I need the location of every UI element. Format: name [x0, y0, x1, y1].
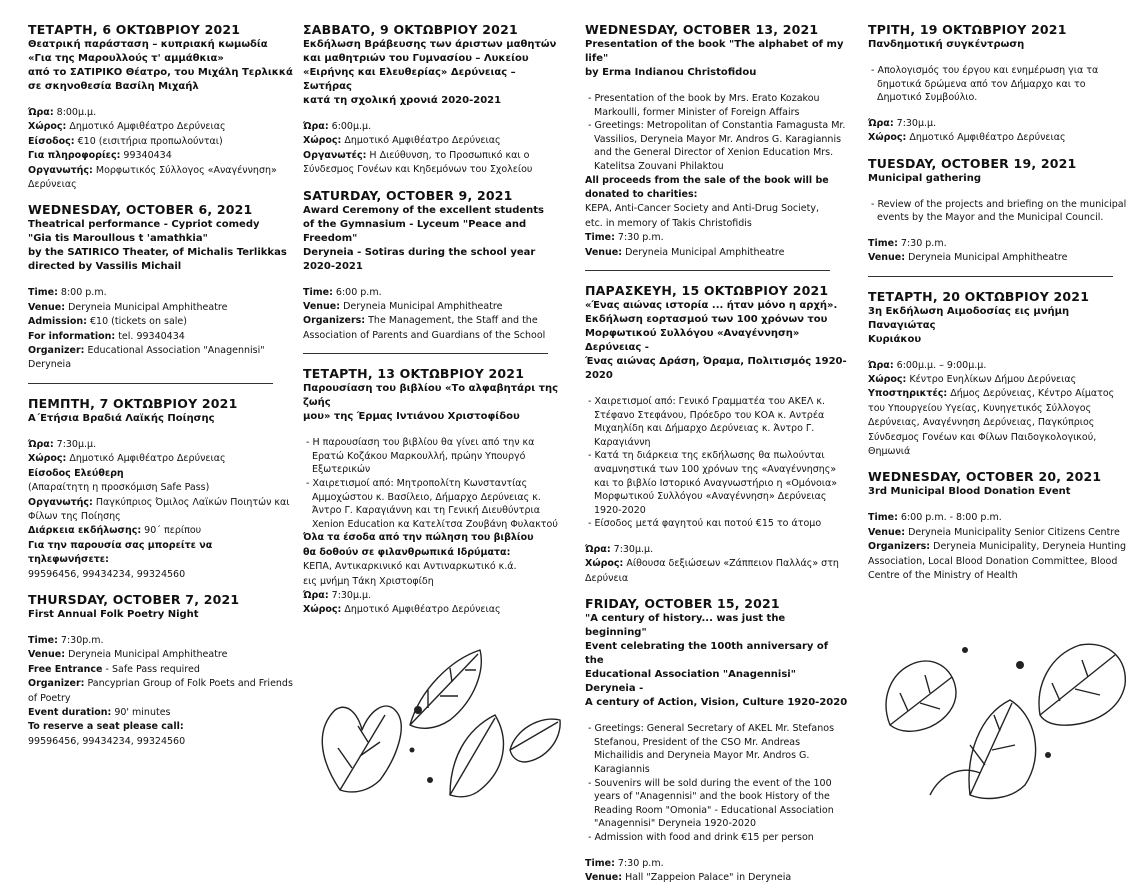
event-title-line: «Ένας αιώνας ιστορία ... ήταν μόνο η αρχή».: [585, 300, 838, 311]
event-title-line: από το ΣΑΤΙΡΙΚΟ Θέατρο, του Μιχάλη Τερλικκά: [28, 67, 293, 78]
event-title-line: Ένας αιώνας Δράση, Όραμα, Πολιτισμός 1920-2020: [585, 356, 847, 381]
donation-note: Όλα τα έσοδα από την πώληση του βιβλίου: [303, 532, 534, 544]
section-divider: [28, 383, 273, 384]
detail-value: 99596456, 99434234, 99324560: [28, 568, 186, 580]
detail-value: 7:30μ.μ.: [610, 543, 654, 555]
detail-line: [303, 149, 568, 178]
spacer: [303, 108, 568, 120]
event-title-line: Deryneia - Sotiras during the school year 2020-2021: [303, 246, 536, 272]
spacer: [303, 424, 568, 436]
detail-line: [28, 706, 293, 720]
spacer: [868, 105, 1132, 117]
detail-line: [28, 634, 293, 648]
event-title-line: Award Ceremony of the excellent students: [303, 204, 545, 216]
leaf-vein: [410, 654, 478, 725]
column-2: [303, 22, 568, 628]
charity-list: KEPA, Anti-Cancer Society and Anti-Drug Society,: [585, 203, 820, 215]
detail-value: Deryneia Municipality Senior Citizens Centre: [905, 526, 1120, 538]
bullet-item: - Presentation of the book by Mrs. Erato Kozakou Markoulli, former Minister of Foreign Affairs: [588, 93, 820, 118]
bullet-item: - Χαιρετισμοί από: Γενικό Γραμματέα του ΑΚΕΛ κ. Στέφανο Στεφάνου, Πρόεδρο του ΚΟΑ κ. Αντρέα Μιχαηλίδη και Δήμαρχο Δερύνειας κ. Άντρο Γ. Καραγιάννη: [588, 396, 826, 448]
event-title-line: of the Gymnasium - Lyceum "Peace and Freedom": [303, 218, 527, 244]
detail-value: Δημοτικό Αμφιθέατρο Δερύνειας: [906, 132, 1066, 144]
event-title-line: Educational Association "Anagennisi" Deryneia -: [585, 669, 796, 695]
detail-value: Deryneia Municipal Amphitheatre: [905, 252, 1068, 264]
spacer: [585, 80, 850, 92]
bullet-item: - Souvenirs will be sold during the event of the 100 years of "Anagennisi" and the book History of the Reading Room "Omonia" - Educational Association "Anagennisi" Deryneia 1920-2020: [588, 777, 834, 830]
event-block: [868, 469, 1132, 583]
detail-label: Venue:: [585, 246, 623, 258]
detail-value: Δημοτικό Αμφιθέατρο Δερύνειας: [341, 135, 501, 147]
event-block: [28, 202, 293, 372]
detail-line: [303, 120, 568, 134]
detail-value: 8:00 p.m.: [57, 287, 107, 299]
detail-value: Hall "Zappeion Palace" in Deryneia: [622, 871, 792, 883]
detail-value: Αίθουσα δεξιώσεων «Ζάππειον Παλλάς» στη Δερύνεια: [585, 558, 839, 584]
event-title-line: και μαθητριών του Γυμνασίου – Λυκείου: [303, 53, 529, 64]
detail-label: Χώρος:: [868, 374, 907, 385]
event-title-line: "Gia tis Maroullous t 'amathkia": [28, 233, 208, 245]
detail-line: [28, 568, 293, 582]
detail-line: [868, 131, 1132, 145]
detail-label: Διάρκεια εκδήλωσης:: [28, 525, 142, 537]
event-date: ΠΑΡΑΣΚΕΥΗ, 15 ΟΚΤΩΒΡΙΟΥ 2021: [585, 283, 829, 298]
event-title-line: Εκδήλωση Βράβευσης των άριστων μαθητών: [303, 39, 557, 50]
detail-value: Παγκύπριος Όμιλος Λαϊκών Ποιητών και Φίλων της Ποίησης: [28, 496, 290, 522]
detail-line: [868, 526, 1132, 540]
detail-value: Deryneia Municipal Amphitheatre: [65, 649, 228, 661]
leaf-veins: [428, 668, 476, 708]
spacer: [868, 186, 1132, 198]
detail-line: [28, 149, 293, 163]
detail-label: Χώρος:: [868, 132, 907, 144]
stem: [930, 770, 980, 795]
detail-label: Time:: [303, 286, 333, 298]
detail-label: Time:: [585, 857, 615, 869]
event-block: [868, 22, 1132, 146]
detail-label: Admission:: [28, 316, 87, 328]
bullet-item: - Κατά τη διάρκεια της εκδήλωσης θα πωλούνται αναμνηστικά των 100 χρόνων της «Αναγέννησης» και το βιβλίο Ιστορικό Αναγνωστήριο η «Ομόνοια» Μορφωτικού Συλλόγου «Αναγέννηση» Δερύνειας 1920-2020: [588, 450, 838, 516]
event-date: WEDNESDAY, OCTOBER 20, 2021: [868, 469, 1102, 485]
detail-value: 7:30 p.m.: [614, 857, 664, 869]
event-title-line: "A century of history... was just the beginning": [585, 613, 786, 639]
detail-label: Ώρα:: [585, 543, 611, 555]
berry-dot: [414, 706, 422, 714]
bullet-item: - Admission with food and drink €15 per person: [588, 831, 814, 843]
event-block: [303, 22, 568, 178]
detail-line: [303, 134, 568, 148]
detail-value: 99340434: [120, 150, 172, 162]
detail-label: Χώρος:: [28, 121, 67, 133]
detail-value: Educational Association "Anagennisi" Deryneia: [28, 345, 265, 371]
detail-value: Δημοτικό Αμφιθέατρο Δερύνειας: [66, 121, 226, 133]
bullet-item: - Review of the projects and briefing on the municipal events by the Mayor and the Municipal Council.: [871, 198, 1127, 224]
detail-value: - Safe Pass required: [102, 663, 200, 675]
column-4: [868, 22, 1132, 593]
detail-line: [28, 677, 293, 706]
detail-line: [868, 237, 1132, 251]
event-title-line: 3η Εκδήλωση Αιμοδοσίας εις μνήμη Παναγιώτας: [868, 305, 1070, 331]
spacer: [28, 274, 293, 286]
detail-value: Deryneia Municipal Amphitheatre: [622, 246, 785, 258]
bullet-text: Απολογισμός του έργου και ενημέρωση για τα δημοτικά δρώμενα από τον Δήμαρχο και το Δημοτικό Συμβούλιο.: [877, 65, 1099, 104]
detail-line: [585, 857, 850, 871]
detail-label: Time:: [585, 232, 615, 244]
detail-label: For information:: [28, 330, 116, 342]
detail-line: [303, 603, 568, 617]
detail-label: Organizer:: [28, 678, 85, 690]
event-date: WEDNESDAY, OCTOBER 6, 2021: [28, 202, 253, 218]
event-title-line: Theatrical performance - Cypriot comedy: [28, 219, 260, 231]
section-divider: [585, 270, 830, 271]
detail-label: Για την παρουσία σας μπορείτε να τηλεφωνήσετε:: [28, 539, 213, 566]
event-block: [868, 289, 1132, 460]
event-date: THURSDAY, OCTOBER 7, 2021: [28, 591, 240, 607]
detail-label: Είσοδος Ελεύθερη: [28, 467, 124, 479]
bullet-item: - Είσοδος μετά φαγητού και ποτού €15 το άτομο: [588, 518, 822, 530]
detail-line: [303, 286, 568, 300]
detail-value: 8:00μ.μ.: [53, 107, 97, 118]
event-title-line: Presentation of the book "The alphabet of my life": [585, 39, 844, 64]
detail-value: 7:30p.m.: [57, 634, 104, 646]
event-date: FRIDAY, OCTOBER 15, 2021: [585, 596, 780, 612]
spacer: [585, 531, 850, 543]
detail-value: 7:30 p.m.: [897, 237, 947, 249]
detail-line: [585, 543, 850, 557]
berry-dot: [962, 647, 968, 653]
detail-label: Ώρα:: [868, 359, 894, 371]
detail-value: Deryneia Municipal Amphitheatre: [340, 301, 503, 313]
event-title-line: «Για της Μαρουλλούς τ' αμμάθκια»: [28, 53, 224, 64]
event-title-line: 3rd Municipal Blood Donation Event: [868, 486, 1071, 498]
detail-label: Venue:: [868, 252, 906, 264]
bullet-item: - Greetings: Metropolitan of Constantia Famagusta Mr. Vassilios, Deryneia Mayor Mr. Andros G. Karagiannis and the General Director of Xenion Education Mrs. Katelitsa Zouvani Philaktou: [588, 120, 846, 172]
detail-line: [28, 330, 293, 344]
detail-label: Organizers:: [303, 315, 366, 327]
event-date: ΠΕΜΠΤΗ, 7 ΟΚΤΩΒΡΙΟΥ 2021: [28, 395, 238, 411]
detail-line: [303, 300, 568, 314]
detail-value: Δημοτικό Αμφιθέατρο Δερύνειας: [66, 453, 226, 465]
event-block: [303, 366, 568, 618]
event-title-line: Πανδημοτική συγκέντρωση: [868, 39, 1025, 50]
detail-value: 90' minutes: [111, 706, 171, 718]
bullet-text: Greetings: Metropolitan of Constantia Famagusta Mr. Vassilios, Deryneia Mayor Mr. Andros G. Karagiannis and the General Director of Xenion Education Mrs. Katelitsa Zouvani Philaktou: [594, 120, 846, 172]
detail-label: To reserve a seat please call:: [28, 721, 184, 733]
leaf-veins: [1040, 655, 1115, 715]
event-title-line: Κυριάκου: [868, 333, 922, 345]
berry-dot: [410, 748, 415, 753]
detail-line: [28, 467, 293, 481]
detail-label: Venue:: [585, 871, 623, 883]
event-date: SATURDAY, OCTOBER 9, 2021: [303, 187, 513, 203]
event-title-line: σε σκηνοθεσία Βασίλη Μιχαήλ: [28, 81, 199, 92]
detail-value: 7:30 p.m.: [614, 232, 664, 244]
detail-line: [585, 246, 850, 260]
detail-label: Ώρα:: [28, 107, 54, 118]
leaf-shape: [969, 700, 1036, 798]
leaf-veins: [890, 675, 952, 725]
event-title-line: Εκδήλωση εορτασμού των 100 χρόνων του: [585, 314, 828, 325]
berry-dot: [427, 777, 433, 783]
detail-value: (Απαραίτητη η προσκόμιση Safe Pass): [28, 482, 210, 494]
detail-label: Ώρα:: [868, 117, 894, 129]
event-title-line: Municipal gathering: [868, 172, 982, 184]
detail-line: [28, 164, 293, 193]
event-title-line: Παρουσίαση του βιβλίου «Το αλφαβητάρι της ζωής: [303, 383, 559, 409]
detail-line: [28, 735, 293, 749]
detail-value: €10 (εισιτήρια προπωλούνται): [74, 135, 223, 147]
detail-label: Free Entrance: [28, 663, 103, 675]
detail-label: Time:: [868, 512, 898, 524]
spacer: [303, 274, 568, 286]
column-3: [585, 22, 850, 895]
detail-value: 7:30μ.μ.: [893, 117, 937, 129]
event-block: [868, 156, 1132, 266]
detail-label: Ώρα:: [303, 590, 329, 602]
event-block: [585, 596, 850, 885]
detail-value: 7:30μ.μ.: [328, 590, 372, 602]
event-title-line: Event celebrating the 100th anniversary of the: [585, 641, 829, 667]
detail-value: €10 (tickets on sale): [86, 316, 187, 328]
detail-line: [28, 648, 293, 662]
detail-line: [28, 452, 293, 466]
bullet-item: - Χαιρετισμοί από: Μητροπολίτη Κωνσταντίας Αμμοχώστου κ. Βασίλειο, Δήμαρχο Δερύνειας κ. Άντρο Γ. Καραγιάννη και τη Γενική Διευθύντρια Xenion Education κα Κατελίτσα Ζουβάνη Φυλακτού: [306, 478, 558, 530]
detail-label: Time:: [28, 287, 58, 299]
spacer: [28, 426, 293, 438]
detail-line: [868, 117, 1132, 131]
event-block: [28, 22, 293, 192]
detail-label: Organizers:: [868, 541, 931, 553]
detail-line: [868, 511, 1132, 525]
event-date: ΣΑΒΒΑΤΟ, 9 ΟΚΤΩΒΡΙΟΥ 2021: [303, 22, 518, 37]
detail-line: [28, 286, 293, 300]
event-date: ΤΕΤΑΡΤΗ, 13 ΟΚΤΩΒΡΙΟΥ 2021: [303, 366, 525, 382]
detail-label: Venue:: [28, 301, 66, 313]
detail-line: [28, 481, 293, 495]
bullet-text: Souvenirs will be sold during the event of the 100 years of "Anagennisi" and the book History of the Reading Room "Omonia" - Educational Association "Anagennisi" Deryneia 1920-2020: [594, 777, 834, 830]
detail-line: [585, 871, 850, 885]
detail-label: Venue:: [28, 649, 66, 661]
detail-line: [28, 720, 293, 734]
detail-line: [28, 496, 293, 525]
detail-label: Event duration:: [28, 706, 112, 718]
detail-label: Time:: [28, 634, 58, 646]
spacer: [868, 52, 1132, 64]
detail-value: 90΄ περίπου: [141, 525, 202, 537]
detail-label: Organizer:: [28, 345, 85, 357]
event-date: ΤΕΤΑΡΤΗ, 6 ΟΚΤΩΒΡΙΟΥ 2021: [28, 22, 241, 37]
bullet-text: Κατά τη διάρκεια της εκδήλωσης θα πωλούνται αναμνηστικά των 100 χρόνων της «Αναγέννησης» και το βιβλίο Ιστορικό Αναγνωστήριο η «Ομόνοια» Μορφωτικού Συλλόγου «Αναγέννηση» Δερύνειας 1920-2020: [594, 450, 838, 516]
spacer: [868, 347, 1132, 359]
event-title-line: Θεατρική παράσταση – κυπριακή κωμωδία: [28, 39, 268, 50]
detail-value: Δήμος Δερύνειας, Κέντρο Αίματος του Υπουργείου Υγείας, Κυνηγετικός Σύλλογος Δερύνειας, Αναγέννηση Δερύνειας, Παγκύπριος Σύνδεσμος Γονέων και Φίλων Παιδογκολογικού, Θημωνιά: [868, 388, 1115, 458]
event-title-line: by the SATIRICO Theater, of Michalis Terlikkas: [28, 247, 287, 259]
detail-label: Χώρος:: [585, 558, 624, 570]
autumn-leaves-illustration-right: [870, 605, 1132, 800]
detail-value: 99596456, 99434234, 99324560: [28, 735, 186, 747]
detail-line: [585, 231, 850, 245]
detail-label: Time:: [868, 237, 898, 249]
spacer: [585, 710, 850, 722]
detail-value: Pancyprian Group of Folk Poets and Friends of Poetry: [28, 678, 293, 704]
detail-label: Venue:: [868, 526, 906, 538]
event-block: [585, 22, 850, 260]
detail-value: Deryneia Municipal Amphitheatre: [65, 301, 228, 313]
bullet-item: - Greetings: General Secretary of AKEL Mr. Stefanos Stefanou, President of the CSO Mr. Andreas Michailidis and Deryneia Mayor Mr. Andros G. Karagiannis: [588, 723, 835, 775]
bullet-item: - Η παρουσίαση του βιβλίου θα γίνει από την κα Ερατώ Κοζάκου Μαρκουλλή, πρώην Υπουργό Εξωτερικών: [306, 437, 535, 476]
detail-value: 6:00μ.μ. – 9:00μ.μ.: [893, 359, 987, 371]
spacer: [868, 225, 1132, 237]
detail-value: The Management, the Staff and the Association of Parents and Guardians of the School: [303, 315, 546, 341]
bullet-text: Presentation of the book by Mrs. Erato Kozakou Markoulli, former Minister of Foreign Affairs: [594, 93, 820, 118]
charity-list: εις μνήμη Τάκη Χριστοφίδη: [303, 575, 434, 587]
event-block: [28, 396, 293, 582]
berry-dot: [1016, 661, 1024, 669]
detail-line: [28, 135, 293, 149]
detail-line: [28, 120, 293, 134]
detail-line: [303, 314, 568, 343]
donation-note: donated to charities:: [585, 188, 698, 200]
detail-value: 7:30μ.μ.: [53, 438, 97, 450]
event-date: TUESDAY, OCTOBER 19, 2021: [868, 155, 1077, 171]
charity-list: etc. in memory of Takis Christofidis: [585, 217, 752, 229]
event-title-line: μου» της Έρμας Ιντιάνου Χριστοφίδου: [303, 411, 520, 423]
detail-value: Κέντρο Ενηλίκων Δήμου Δερύνειας: [906, 374, 1077, 385]
detail-line: [868, 540, 1132, 583]
detail-label: Οργανωτής:: [28, 496, 93, 508]
detail-label: Οργανωτές:: [303, 149, 367, 161]
autumn-leaves-illustration-left: [300, 630, 570, 800]
bullet-text: Χαιρετισμοί από: Μητροπολίτη Κωνσταντίας Αμμοχώστου κ. Βασίλειο, Δήμαρχο Δερύνειας κ. Άντρο Γ. Καραγιάννη και τη Γενική Διευθύντρια Xenion Education κα Κατελίτσα Ζουβάνη Φυλακτού: [312, 478, 558, 530]
column-1: [28, 22, 293, 759]
detail-label: Ώρα:: [28, 438, 54, 450]
event-date: ΤΕΤΑΡΤΗ, 20 ΟΚΤΩΒΡΙΟΥ 2021: [868, 288, 1090, 304]
event-title-line: Μορφωτικού Συλλόγου «Αναγέννηση» Δερύνειας -: [585, 328, 800, 353]
event-title-line: Α΄Ετήσια Βραδιά Λαϊκής Ποίησης: [28, 412, 215, 424]
detail-line: [28, 315, 293, 329]
donation-note: θα δοθούν σε φιλανθρωπικά Ιδρύματα:: [303, 546, 511, 558]
detail-line: [28, 524, 293, 538]
event-block: [585, 283, 850, 586]
bullet-text: Review of the projects and briefing on the municipal events by the Mayor and the Municipal Council.: [877, 198, 1127, 224]
detail-line: [28, 301, 293, 315]
event-title-line: A century of Action, Vision, Culture 1920-2020: [585, 697, 848, 709]
detail-label: Για πληροφορίες:: [28, 150, 121, 162]
detail-label: Χώρος:: [28, 453, 67, 465]
leaf-veins: [338, 726, 380, 768]
detail-line: [28, 106, 293, 120]
donation-note: All proceeds from the sale of the book will be: [585, 174, 829, 186]
charity-list: ΚΕΠΑ, Αντικαρκινικό και Αντιναρκωτικό κ.ά.: [303, 561, 517, 573]
event-block: [303, 188, 568, 344]
detail-value: 6:00 p.m.: [332, 286, 382, 298]
spacer: [585, 845, 850, 857]
section-divider: [868, 276, 1113, 277]
leaf-shape: [322, 706, 401, 792]
detail-value: tel. 99340434: [115, 330, 185, 342]
bullet-item: - Απολογισμός του έργου και ενημέρωση για τα δημοτικά δρώμενα από τον Δήμαρχο και το Δημοτικό Συμβούλιο.: [871, 65, 1099, 104]
leaf-shape: [450, 715, 503, 797]
event-date: ΤΡΙΤΗ, 19 ΟΚΤΩΒΡΙΟΥ 2021: [868, 22, 1067, 37]
detail-label: Οργανωτής:: [28, 164, 93, 176]
section-divider: [303, 353, 548, 354]
leaf-vein: [340, 715, 385, 790]
detail-line: [868, 251, 1132, 265]
spacer: [585, 383, 850, 395]
spacer: [868, 499, 1132, 511]
spacer: [28, 622, 293, 634]
detail-value: 6:00 p.m. - 8:00 p.m.: [897, 512, 1002, 524]
bullet-text: Admission with food and drink €15 per person: [594, 831, 814, 843]
detail-value: 6:00μ.μ.: [328, 121, 372, 132]
event-date: WEDNESDAY, OCTOBER 13, 2021: [585, 22, 819, 37]
detail-value: Μορφωτικός Σύλλογος «Αναγέννηση» Δερύνειας: [28, 164, 277, 191]
detail-line: [868, 387, 1132, 459]
detail-value: Deryneia Municipality, Deryneia Hunting Association, Local Blood Donation Committee, Blood Centre of the Ministry of Health: [868, 541, 1127, 582]
detail-label: Χώρος:: [303, 604, 342, 616]
leaf-veins: [970, 703, 1015, 795]
detail-line: [28, 438, 293, 452]
detail-label: Ώρα:: [303, 121, 329, 132]
detail-label: Είσοδος:: [28, 135, 75, 147]
event-title-line: First Annual Folk Poetry Night: [28, 608, 199, 620]
detail-line: [303, 589, 568, 603]
detail-line: [28, 539, 293, 568]
detail-line: [28, 663, 293, 677]
detail-value: Δημοτικό Αμφιθέατρο Δερύνειας: [341, 604, 501, 616]
detail-line: [28, 344, 293, 373]
detail-value: Η Διεύθυνση, το Προσωπικό και ο Σύνδεσμος Γονέων και Κηδεμόνων του Σχολείου: [303, 149, 533, 176]
bullet-text: Η παρουσίαση του βιβλίου θα γίνει από την κα Ερατώ Κοζάκου Μαρκουλλή, πρώην Υπουργό Εξωτερικών: [312, 437, 535, 476]
detail-label: Υποστηρικτές:: [868, 388, 948, 400]
detail-label: Χώρος:: [303, 135, 342, 147]
spacer: [28, 94, 293, 106]
event-title-line: by Erma Indianou Christofidou: [585, 67, 757, 78]
berry-dot: [1045, 752, 1051, 758]
event-block: [28, 592, 293, 749]
detail-label: Venue:: [303, 301, 341, 313]
bullet-text: Greetings: General Secretary of AKEL Mr. Stefanos Stefanou, President of the CSO Mr. Andreas Michailidis and Deryneia Mayor Mr. Andros G. Karagiannis: [594, 723, 835, 775]
detail-line: [868, 373, 1132, 387]
detail-line: [868, 359, 1132, 373]
detail-line: [585, 557, 850, 586]
bullet-text: Είσοδος μετά φαγητού και ποτού €15 το άτομο: [594, 518, 822, 530]
bullet-text: Χαιρετισμοί από: Γενικό Γραμματέα του ΑΚΕΛ κ. Στέφανο Στεφάνου, Πρόεδρο του ΚΟΑ κ. Αντρέα Μιχαηλίδη και Δήμαρχο Δερύνειας κ. Άντρο Γ. Καραγιάννη: [594, 396, 826, 448]
event-title-line: directed by Vassilis Michail: [28, 261, 182, 273]
event-title-line: «Ειρήνης και Ελευθερίας» Δερύνειας – Σωτήρας: [303, 67, 516, 92]
event-title-line: κατά τη σχολική χρονιά 2020-2021: [303, 95, 502, 106]
